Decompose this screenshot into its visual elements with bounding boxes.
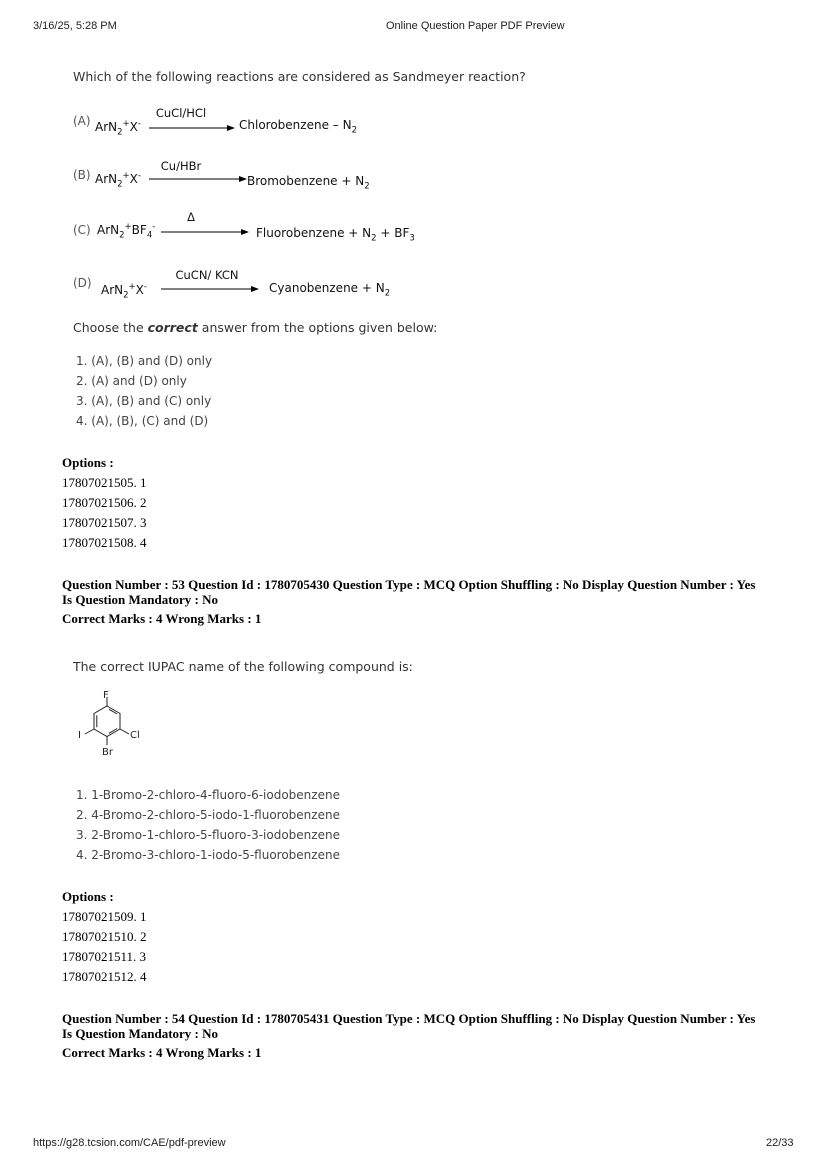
q53-prompt: The correct IUPAC name of the following compound is: [73, 659, 413, 674]
q54-marks: Correct Marks : 4 Wrong Marks : 1 [62, 1045, 262, 1060]
q52-prompt: Which of the following reactions are considered as Sandmeyer reaction? [73, 69, 526, 84]
substituent-br: Br [102, 747, 113, 758]
q53-meta-line2: Is Question Mandatory : No [62, 592, 219, 607]
reagent: Cu/HBr [160, 159, 202, 173]
product-subscript: 2 [351, 125, 357, 136]
q52-option-4: 17807021508. 4 [62, 535, 147, 550]
q53-option-3: 17807021511. 3 [62, 949, 147, 964]
product-text: Fluorobenzene + N [256, 226, 372, 240]
product-text: Cyanobenzene + N [269, 281, 385, 295]
q52-option-2: 17807021506. 2 [62, 495, 147, 510]
reaction-label: (B) [73, 168, 91, 182]
q52-options-label: Options : [62, 455, 114, 470]
choose-emphasis: correct [147, 320, 198, 335]
product-subscript: 2 [364, 181, 370, 192]
q52-choice-2: 2. (A) and (D) only [76, 374, 187, 388]
choose-prefix: Choose the [73, 320, 148, 335]
reagent: CuCl/HCl [155, 106, 207, 120]
reaction-d [73, 268, 473, 308]
q52-choice-4: 4. (A), (B), (C) and (D) [76, 414, 209, 428]
product [239, 118, 357, 135]
print-timestamp: 3/16/25, 5:28 PM [33, 20, 117, 32]
choose-suffix: answer from the options given below: [197, 320, 438, 335]
q52-choice-3: 3. (A), (B) and (C) only [76, 394, 212, 408]
product-text: Chlorobenzene – N [239, 118, 352, 132]
page-url: https://g28.tcsion.com/CAE/pdf-preview [33, 1137, 226, 1149]
q53-choice-4: 4. 2-Bromo-3-chloro-1-iodo-5-fluorobenzene [76, 848, 340, 862]
q52-option-1: 17807021505. 1 [62, 475, 147, 490]
reaction-label: (D) [73, 276, 92, 290]
reaction-a [73, 108, 473, 148]
reagent: Δ [187, 210, 195, 224]
substituent-i: I [78, 730, 81, 741]
reaction-arrow [161, 228, 249, 236]
q54-meta [62, 1011, 782, 1041]
reaction-label: (C) [73, 223, 91, 237]
q54-meta-line1: Question Number : 54 Question Id : 1780705431 Question Type : MCQ Option Shuffling : No Display Question Number : Yes [62, 1011, 756, 1026]
q53-meta-line1: Question Number : 53 Question Id : 1780705430 Question Type : MCQ Option Shuffling : No Display Question Number : Yes [62, 577, 756, 592]
product [247, 174, 370, 191]
q53-choice-2: 2. 4-Bromo-2-chloro-5-iodo-1-fluorobenzene [76, 808, 340, 822]
product-tail: + BF [380, 226, 410, 240]
reactant: ArN$_2$+X- [95, 171, 141, 190]
reactant: ArN$_2$+X- [95, 119, 141, 138]
substituent-f: F [103, 690, 109, 701]
page-title: Online Question Paper PDF Preview [386, 20, 565, 32]
reaction-arrow [161, 285, 259, 293]
benzene-structure-diagram [74, 688, 164, 768]
product-tail-subscript: 3 [409, 233, 415, 244]
reactant: $ArN_2^+BF_4^-$ [97, 222, 156, 241]
reaction-b [73, 159, 473, 202]
q53-marks: Correct Marks : 4 Wrong Marks : 1 [62, 611, 262, 626]
reactant: ArN$_2$+X- [101, 282, 147, 301]
reaction-c [73, 211, 473, 251]
q53-choice-3: 3. 2-Bromo-1-chloro-5-fluoro-3-iodobenzene [76, 828, 340, 842]
product-text: Bromobenzene + N [247, 174, 365, 188]
substituent-cl: Cl [130, 730, 140, 741]
q53-option-4: 17807021512. 4 [62, 969, 147, 984]
q53-option-2: 17807021510. 2 [62, 929, 147, 944]
q52-choice-1: 1. (A), (B) and (D) only [76, 354, 213, 368]
reagent: CuCN/ KCN [175, 268, 239, 282]
product-subscript: 2 [384, 288, 391, 299]
q53-option-1: 17807021509. 1 [62, 909, 147, 924]
q53-choice-1: 1. 1-Bromo-2-chloro-4-fluoro-6-iodobenzene [76, 788, 340, 802]
q53-meta [62, 577, 782, 607]
q53-options-label: Options : [62, 889, 114, 904]
product-subscript: 2 [371, 233, 377, 244]
choose-instruction [73, 320, 437, 335]
product [256, 226, 415, 243]
product [269, 281, 390, 298]
reaction-arrow [149, 124, 235, 132]
q52-option-3: 17807021507. 3 [62, 515, 147, 530]
page-number: 22/33 [766, 1137, 794, 1149]
q54-meta-line2: Is Question Mandatory : No [62, 1026, 219, 1041]
reaction-arrow [149, 175, 247, 183]
reaction-label: (A) [73, 114, 91, 128]
